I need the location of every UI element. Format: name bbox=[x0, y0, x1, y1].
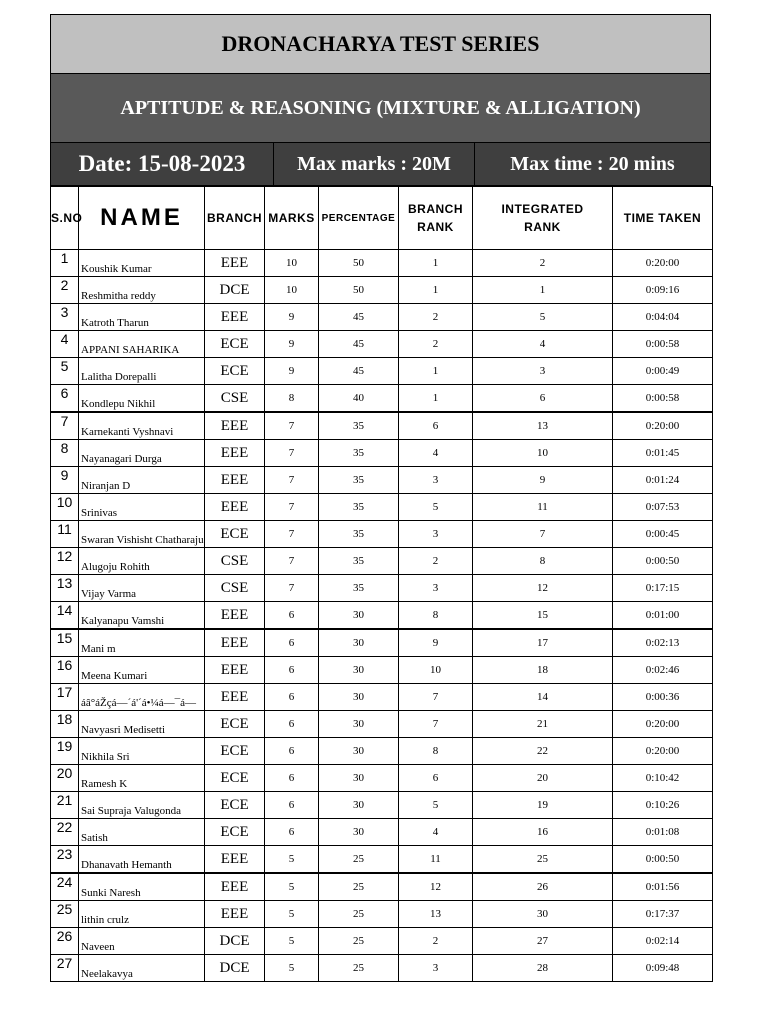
cell-sno: 8 bbox=[51, 440, 79, 467]
cell-sno: 6 bbox=[51, 385, 79, 413]
cell-time-taken: 0:20:00 bbox=[613, 412, 713, 440]
cell-time-taken: 0:17:37 bbox=[613, 901, 713, 928]
test-info-bar bbox=[50, 143, 711, 186]
cell-marks: 7 bbox=[265, 412, 319, 440]
cell-sno: 2 bbox=[51, 277, 79, 304]
cell-percentage: 25 bbox=[319, 873, 399, 901]
cell-sno: 20 bbox=[51, 765, 79, 792]
cell-name: Alugoju Rohith bbox=[79, 548, 205, 575]
cell-branch: ECE bbox=[205, 711, 265, 738]
cell-name: Kalyanapu Vamshi bbox=[79, 602, 205, 630]
table-row bbox=[51, 385, 713, 413]
cell-integrated-rank: 16 bbox=[473, 819, 613, 846]
cell-branch: EEE bbox=[205, 873, 265, 901]
cell-branch: ECE bbox=[205, 331, 265, 358]
cell-branch: EEE bbox=[205, 250, 265, 277]
cell-branch-rank: 11 bbox=[399, 846, 473, 874]
cell-sno: 12 bbox=[51, 548, 79, 575]
cell-time-taken: 0:10:26 bbox=[613, 792, 713, 819]
cell-time-taken: 0:00:45 bbox=[613, 521, 713, 548]
col-header-branch-rank-line1: BRANCH bbox=[408, 202, 463, 216]
cell-marks: 6 bbox=[265, 792, 319, 819]
cell-name: Naveen bbox=[79, 928, 205, 955]
cell-sno: 25 bbox=[51, 901, 79, 928]
cell-branch-rank: 8 bbox=[399, 602, 473, 630]
cell-marks: 7 bbox=[265, 467, 319, 494]
col-header-time-taken: TIME TAKEN bbox=[613, 187, 713, 250]
cell-marks: 5 bbox=[265, 901, 319, 928]
cell-name: Nayanagari Durga bbox=[79, 440, 205, 467]
cell-branch-rank: 5 bbox=[399, 792, 473, 819]
cell-time-taken: 0:01:24 bbox=[613, 467, 713, 494]
cell-branch-rank: 13 bbox=[399, 901, 473, 928]
cell-name: Kondlepu Nikhil bbox=[79, 385, 205, 413]
cell-percentage: 45 bbox=[319, 358, 399, 385]
cell-time-taken: 0:00:58 bbox=[613, 331, 713, 358]
cell-marks: 7 bbox=[265, 440, 319, 467]
cell-branch-rank: 10 bbox=[399, 657, 473, 684]
cell-branch: ECE bbox=[205, 792, 265, 819]
cell-integrated-rank: 5 bbox=[473, 304, 613, 331]
cell-integrated-rank: 3 bbox=[473, 358, 613, 385]
cell-name: Ramesh K bbox=[79, 765, 205, 792]
cell-marks: 5 bbox=[265, 846, 319, 874]
cell-branch: EEE bbox=[205, 629, 265, 657]
cell-branch: ECE bbox=[205, 358, 265, 385]
cell-sno: 10 bbox=[51, 494, 79, 521]
cell-marks: 6 bbox=[265, 738, 319, 765]
cell-percentage: 45 bbox=[319, 331, 399, 358]
cell-percentage: 35 bbox=[319, 440, 399, 467]
cell-time-taken: 0:02:46 bbox=[613, 657, 713, 684]
cell-marks: 5 bbox=[265, 955, 319, 982]
cell-branch: EEE bbox=[205, 846, 265, 874]
cell-sno: 15 bbox=[51, 629, 79, 657]
cell-percentage: 45 bbox=[319, 304, 399, 331]
table-row bbox=[51, 928, 713, 955]
cell-integrated-rank: 9 bbox=[473, 467, 613, 494]
cell-branch: ECE bbox=[205, 819, 265, 846]
cell-marks: 7 bbox=[265, 494, 319, 521]
cell-branch-rank: 1 bbox=[399, 358, 473, 385]
cell-branch: EEE bbox=[205, 901, 265, 928]
table-row bbox=[51, 521, 713, 548]
table-body bbox=[51, 250, 713, 982]
table-row bbox=[51, 684, 713, 711]
cell-marks: 5 bbox=[265, 928, 319, 955]
cell-percentage: 50 bbox=[319, 250, 399, 277]
table-row bbox=[51, 955, 713, 982]
cell-name: Karnekanti Vyshnavi bbox=[79, 412, 205, 440]
table-row bbox=[51, 873, 713, 901]
cell-integrated-rank: 1 bbox=[473, 277, 613, 304]
table-row bbox=[51, 901, 713, 928]
table-row bbox=[51, 331, 713, 358]
cell-integrated-rank: 28 bbox=[473, 955, 613, 982]
col-header-percentage: PERCENTAGE bbox=[319, 187, 399, 250]
results-table bbox=[50, 186, 713, 982]
cell-percentage: 35 bbox=[319, 575, 399, 602]
cell-name: lithin crulz bbox=[79, 901, 205, 928]
cell-time-taken: 0:20:00 bbox=[613, 250, 713, 277]
cell-branch-rank: 3 bbox=[399, 467, 473, 494]
cell-integrated-rank: 12 bbox=[473, 575, 613, 602]
cell-name: Reshmitha reddy bbox=[79, 277, 205, 304]
cell-sno: 21 bbox=[51, 792, 79, 819]
table-row bbox=[51, 440, 713, 467]
cell-branch-rank: 3 bbox=[399, 575, 473, 602]
cell-integrated-rank: 14 bbox=[473, 684, 613, 711]
cell-branch-rank: 12 bbox=[399, 873, 473, 901]
cell-integrated-rank: 21 bbox=[473, 711, 613, 738]
max-time: Max time : 20 mins bbox=[510, 152, 675, 175]
cell-time-taken: 0:01:00 bbox=[613, 602, 713, 630]
cell-sno: 26 bbox=[51, 928, 79, 955]
cell-name: Koushik Kumar bbox=[79, 250, 205, 277]
cell-integrated-rank: 17 bbox=[473, 629, 613, 657]
col-header-name: NAME bbox=[79, 187, 205, 250]
cell-sno: 22 bbox=[51, 819, 79, 846]
table-row bbox=[51, 738, 713, 765]
cell-integrated-rank: 6 bbox=[473, 385, 613, 413]
cell-integrated-rank: 13 bbox=[473, 412, 613, 440]
cell-sno: 13 bbox=[51, 575, 79, 602]
cell-marks: 9 bbox=[265, 358, 319, 385]
table-row bbox=[51, 792, 713, 819]
cell-percentage: 30 bbox=[319, 819, 399, 846]
cell-integrated-rank: 4 bbox=[473, 331, 613, 358]
col-header-branch: BRANCH bbox=[205, 187, 265, 250]
table-row bbox=[51, 250, 713, 277]
col-header-integrated-rank-line2: RANK bbox=[524, 220, 561, 234]
cell-branch-rank: 4 bbox=[399, 819, 473, 846]
cell-percentage: 35 bbox=[319, 548, 399, 575]
table-row bbox=[51, 657, 713, 684]
cell-time-taken: 0:01:56 bbox=[613, 873, 713, 901]
sheet-title: DRONACHARYA TEST SERIES bbox=[50, 14, 711, 74]
cell-sno: 16 bbox=[51, 657, 79, 684]
cell-branch: CSE bbox=[205, 385, 265, 413]
cell-branch-rank: 1 bbox=[399, 277, 473, 304]
table-row bbox=[51, 277, 713, 304]
cell-percentage: 25 bbox=[319, 928, 399, 955]
col-header-sno: S.NO bbox=[51, 187, 79, 250]
cell-marks: 9 bbox=[265, 331, 319, 358]
cell-marks: 10 bbox=[265, 277, 319, 304]
cell-sno: 3 bbox=[51, 304, 79, 331]
cell-name: Niranjan D bbox=[79, 467, 205, 494]
cell-name: Navyasri Medisetti bbox=[79, 711, 205, 738]
cell-time-taken: 0:00:50 bbox=[613, 548, 713, 575]
cell-branch-rank: 5 bbox=[399, 494, 473, 521]
cell-integrated-rank: 8 bbox=[473, 548, 613, 575]
cell-name: Swaran Vishisht Chatharaju bbox=[79, 521, 205, 548]
cell-branch: ECE bbox=[205, 765, 265, 792]
cell-branch-rank: 7 bbox=[399, 684, 473, 711]
cell-branch: ECE bbox=[205, 738, 265, 765]
cell-time-taken: 0:00:36 bbox=[613, 684, 713, 711]
cell-branch: CSE bbox=[205, 548, 265, 575]
cell-marks: 6 bbox=[265, 684, 319, 711]
cell-sno: 5 bbox=[51, 358, 79, 385]
cell-marks: 6 bbox=[265, 602, 319, 630]
cell-time-taken: 0:02:14 bbox=[613, 928, 713, 955]
cell-integrated-rank: 22 bbox=[473, 738, 613, 765]
cell-sno: 4 bbox=[51, 331, 79, 358]
cell-sno: 9 bbox=[51, 467, 79, 494]
cell-name: Satish bbox=[79, 819, 205, 846]
cell-sno: 27 bbox=[51, 955, 79, 982]
cell-time-taken: 0:00:49 bbox=[613, 358, 713, 385]
cell-name: Meena Kumari bbox=[79, 657, 205, 684]
cell-name: Neelakavya bbox=[79, 955, 205, 982]
cell-name: Mani m bbox=[79, 629, 205, 657]
cell-time-taken: 0:01:08 bbox=[613, 819, 713, 846]
cell-time-taken: 0:02:13 bbox=[613, 629, 713, 657]
cell-integrated-rank: 27 bbox=[473, 928, 613, 955]
cell-sno: 14 bbox=[51, 602, 79, 630]
cell-branch-rank: 6 bbox=[399, 412, 473, 440]
cell-integrated-rank: 15 bbox=[473, 602, 613, 630]
cell-branch-rank: 3 bbox=[399, 955, 473, 982]
sheet-subtitle: APTITUDE & REASONING (MIXTURE & ALLIGATION) bbox=[50, 74, 711, 143]
cell-percentage: 35 bbox=[319, 494, 399, 521]
cell-marks: 7 bbox=[265, 548, 319, 575]
cell-name: Vijay Varma bbox=[79, 575, 205, 602]
cell-percentage: 30 bbox=[319, 792, 399, 819]
cell-branch: EEE bbox=[205, 684, 265, 711]
cell-branch-rank: 6 bbox=[399, 765, 473, 792]
cell-sno: 1 bbox=[51, 250, 79, 277]
cell-marks: 6 bbox=[265, 819, 319, 846]
cell-sno: 7 bbox=[51, 412, 79, 440]
cell-marks: 5 bbox=[265, 873, 319, 901]
cell-integrated-rank: 26 bbox=[473, 873, 613, 901]
cell-marks: 7 bbox=[265, 575, 319, 602]
table-row bbox=[51, 467, 713, 494]
cell-name: Srinivas bbox=[79, 494, 205, 521]
col-header-branch-rank-line2: RANK bbox=[417, 220, 454, 234]
cell-time-taken: 0:09:16 bbox=[613, 277, 713, 304]
cell-branch-rank: 2 bbox=[399, 331, 473, 358]
cell-branch-rank: 9 bbox=[399, 629, 473, 657]
cell-sno: 18 bbox=[51, 711, 79, 738]
cell-marks: 6 bbox=[265, 765, 319, 792]
cell-time-taken: 0:00:50 bbox=[613, 846, 713, 874]
col-header-integrated-rank-line1: INTEGRATED bbox=[501, 202, 584, 216]
cell-branch: EEE bbox=[205, 440, 265, 467]
table-row bbox=[51, 819, 713, 846]
cell-branch: EEE bbox=[205, 602, 265, 630]
cell-marks: 9 bbox=[265, 304, 319, 331]
cell-marks: 8 bbox=[265, 385, 319, 413]
cell-sno: 24 bbox=[51, 873, 79, 901]
cell-integrated-rank: 19 bbox=[473, 792, 613, 819]
table-header-row bbox=[51, 187, 713, 250]
cell-integrated-rank: 7 bbox=[473, 521, 613, 548]
max-marks: Max marks : 20M bbox=[274, 143, 475, 185]
cell-branch-rank: 7 bbox=[399, 711, 473, 738]
cell-integrated-rank: 18 bbox=[473, 657, 613, 684]
cell-marks: 10 bbox=[265, 250, 319, 277]
cell-name: áâ°áŽçá—´á'´á•¼á—¯á— bbox=[79, 684, 205, 711]
cell-marks: 7 bbox=[265, 521, 319, 548]
cell-branch: CSE bbox=[205, 575, 265, 602]
cell-branch-rank: 1 bbox=[399, 250, 473, 277]
cell-integrated-rank: 10 bbox=[473, 440, 613, 467]
results-sheet bbox=[50, 14, 711, 982]
cell-percentage: 30 bbox=[319, 629, 399, 657]
cell-time-taken: 0:01:45 bbox=[613, 440, 713, 467]
cell-percentage: 30 bbox=[319, 711, 399, 738]
cell-sno: 17 bbox=[51, 684, 79, 711]
cell-percentage: 50 bbox=[319, 277, 399, 304]
cell-branch: EEE bbox=[205, 494, 265, 521]
cell-integrated-rank: 30 bbox=[473, 901, 613, 928]
table-row bbox=[51, 494, 713, 521]
cell-time-taken: 0:20:00 bbox=[613, 711, 713, 738]
table-row bbox=[51, 602, 713, 630]
cell-branch: ECE bbox=[205, 521, 265, 548]
col-header-integrated-rank bbox=[473, 187, 613, 250]
cell-marks: 6 bbox=[265, 629, 319, 657]
table-row bbox=[51, 629, 713, 657]
cell-branch: EEE bbox=[205, 657, 265, 684]
cell-marks: 6 bbox=[265, 657, 319, 684]
cell-marks: 6 bbox=[265, 711, 319, 738]
col-header-branch-rank bbox=[399, 187, 473, 250]
cell-integrated-rank: 2 bbox=[473, 250, 613, 277]
cell-branch-rank: 4 bbox=[399, 440, 473, 467]
cell-integrated-rank: 20 bbox=[473, 765, 613, 792]
cell-name: Sai Supraja Valugonda bbox=[79, 792, 205, 819]
cell-percentage: 30 bbox=[319, 657, 399, 684]
cell-percentage: 30 bbox=[319, 684, 399, 711]
cell-name: Katroth Tharun bbox=[79, 304, 205, 331]
table-row bbox=[51, 304, 713, 331]
cell-branch: DCE bbox=[205, 955, 265, 982]
cell-sno: 19 bbox=[51, 738, 79, 765]
cell-name: APPANI SAHARIKA bbox=[79, 331, 205, 358]
cell-time-taken: 0:09:48 bbox=[613, 955, 713, 982]
cell-percentage: 30 bbox=[319, 602, 399, 630]
cell-percentage: 35 bbox=[319, 521, 399, 548]
cell-sno: 11 bbox=[51, 521, 79, 548]
cell-time-taken: 0:00:58 bbox=[613, 385, 713, 413]
cell-percentage: 25 bbox=[319, 901, 399, 928]
col-header-marks: MARKS bbox=[265, 187, 319, 250]
cell-branch-rank: 1 bbox=[399, 385, 473, 413]
table-row bbox=[51, 846, 713, 874]
table-row bbox=[51, 575, 713, 602]
cell-time-taken: 0:17:15 bbox=[613, 575, 713, 602]
table-row bbox=[51, 412, 713, 440]
cell-percentage: 25 bbox=[319, 846, 399, 874]
cell-percentage: 25 bbox=[319, 955, 399, 982]
cell-branch: EEE bbox=[205, 412, 265, 440]
cell-time-taken: 0:20:00 bbox=[613, 738, 713, 765]
table-row bbox=[51, 358, 713, 385]
table-row bbox=[51, 765, 713, 792]
cell-time-taken: 0:07:53 bbox=[613, 494, 713, 521]
cell-sno: 23 bbox=[51, 846, 79, 874]
cell-branch: EEE bbox=[205, 467, 265, 494]
cell-branch: DCE bbox=[205, 277, 265, 304]
cell-integrated-rank: 11 bbox=[473, 494, 613, 521]
cell-name: Dhanavath Hemanth bbox=[79, 846, 205, 874]
cell-name: Lalitha Dorepalli bbox=[79, 358, 205, 385]
cell-time-taken: 0:04:04 bbox=[613, 304, 713, 331]
cell-branch: EEE bbox=[205, 304, 265, 331]
test-date: Date: 15-08-2023 bbox=[51, 143, 274, 185]
cell-percentage: 30 bbox=[319, 738, 399, 765]
cell-percentage: 40 bbox=[319, 385, 399, 413]
cell-percentage: 35 bbox=[319, 467, 399, 494]
cell-branch: DCE bbox=[205, 928, 265, 955]
cell-branch-rank: 3 bbox=[399, 521, 473, 548]
cell-name: Sunki Naresh bbox=[79, 873, 205, 901]
table-row bbox=[51, 548, 713, 575]
cell-branch-rank: 8 bbox=[399, 738, 473, 765]
cell-name: Nikhila Sri bbox=[79, 738, 205, 765]
cell-time-taken: 0:10:42 bbox=[613, 765, 713, 792]
cell-branch-rank: 2 bbox=[399, 548, 473, 575]
table-row bbox=[51, 711, 713, 738]
cell-percentage: 35 bbox=[319, 412, 399, 440]
cell-branch-rank: 2 bbox=[399, 928, 473, 955]
cell-percentage: 30 bbox=[319, 765, 399, 792]
cell-integrated-rank: 25 bbox=[473, 846, 613, 874]
cell-branch-rank: 2 bbox=[399, 304, 473, 331]
